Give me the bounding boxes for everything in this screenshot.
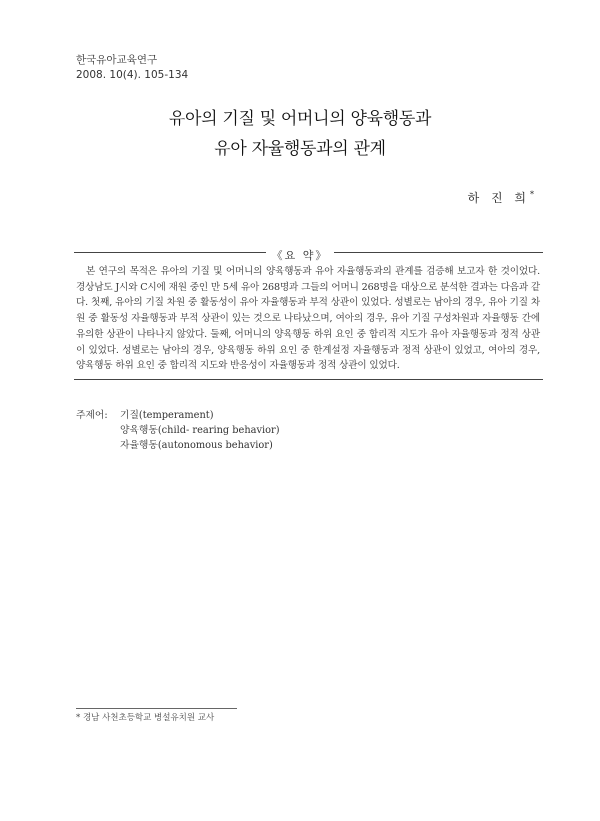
keywords-label: 주제어: [76,410,108,421]
abstract-heading [0,244,600,263]
keywords [76,408,280,453]
footnote-rule [76,708,237,709]
keyword-row-3 [76,438,280,453]
keyword-row-1 [76,408,280,423]
keyword-item: 양육행동(child- rearing behavior) [120,425,280,436]
abstract-heading-label: 《요 약》 [266,249,335,262]
author [468,189,534,206]
paper-title-line-2: 유아 자율행동과의 관계 [214,139,386,159]
footnote: * 경남 사천초등학교 병설유치원 교사 [76,713,215,723]
keyword-item: 자율행동(autonomous behavior) [120,440,273,451]
paper-title-line-1: 유아의 기질 및 어머니의 양육행동과 [168,109,432,129]
keyword-item: 기질(temperament) [120,410,214,421]
journal-header [76,53,188,83]
abstract-body: 본 연구의 목적은 유아의 기질 및 어머니의 양육행동과 유아 자율행동과의 관계를 검증해 보고자 한 것이었다. 경상남도 J시와 C시에 재원 중인 만 5세 유아 268명과 그들의 어머니 268명을 대상으로 분석한 결과는 다음과 같다. 첫째, 유아의 기질 차원 중 활동성이 유아 자율행동과 부적 상관이 있었다. 성별로는 남아의 경우, 유아 기질 차원 중 활동성 자율행동과 부적 상관이 있는 것으로 나타났으며, 여아의 경우, 유아 기질 구성차원과 자율행동 간에 유의한 상관이 나타나지 않았다. 둘째, 어머니의 양육행동 하위 요인 중 합리적 지도가 유아 자율행동과 정적 상관이 있었다. 성별로는 남아의 경우, 양육행동 하위 요인 중 한계설정 자율행동과 정적 상관이 있었고, 여아의 경우, 양육행동 하위 요인 중 합리적 지도와 반응성이 자율행동과 정적 상관이 있었다. [76,266,540,372]
keyword-row-2 [76,423,280,438]
author-name: 하 진 희 [467,191,530,205]
author-footnote-mark: * [530,190,534,199]
journal-citation: 2008. 10(4). 105-134 [76,69,189,81]
abstract-bottom-rule [74,379,543,380]
journal-name: 한국유아교육연구 [76,54,158,66]
